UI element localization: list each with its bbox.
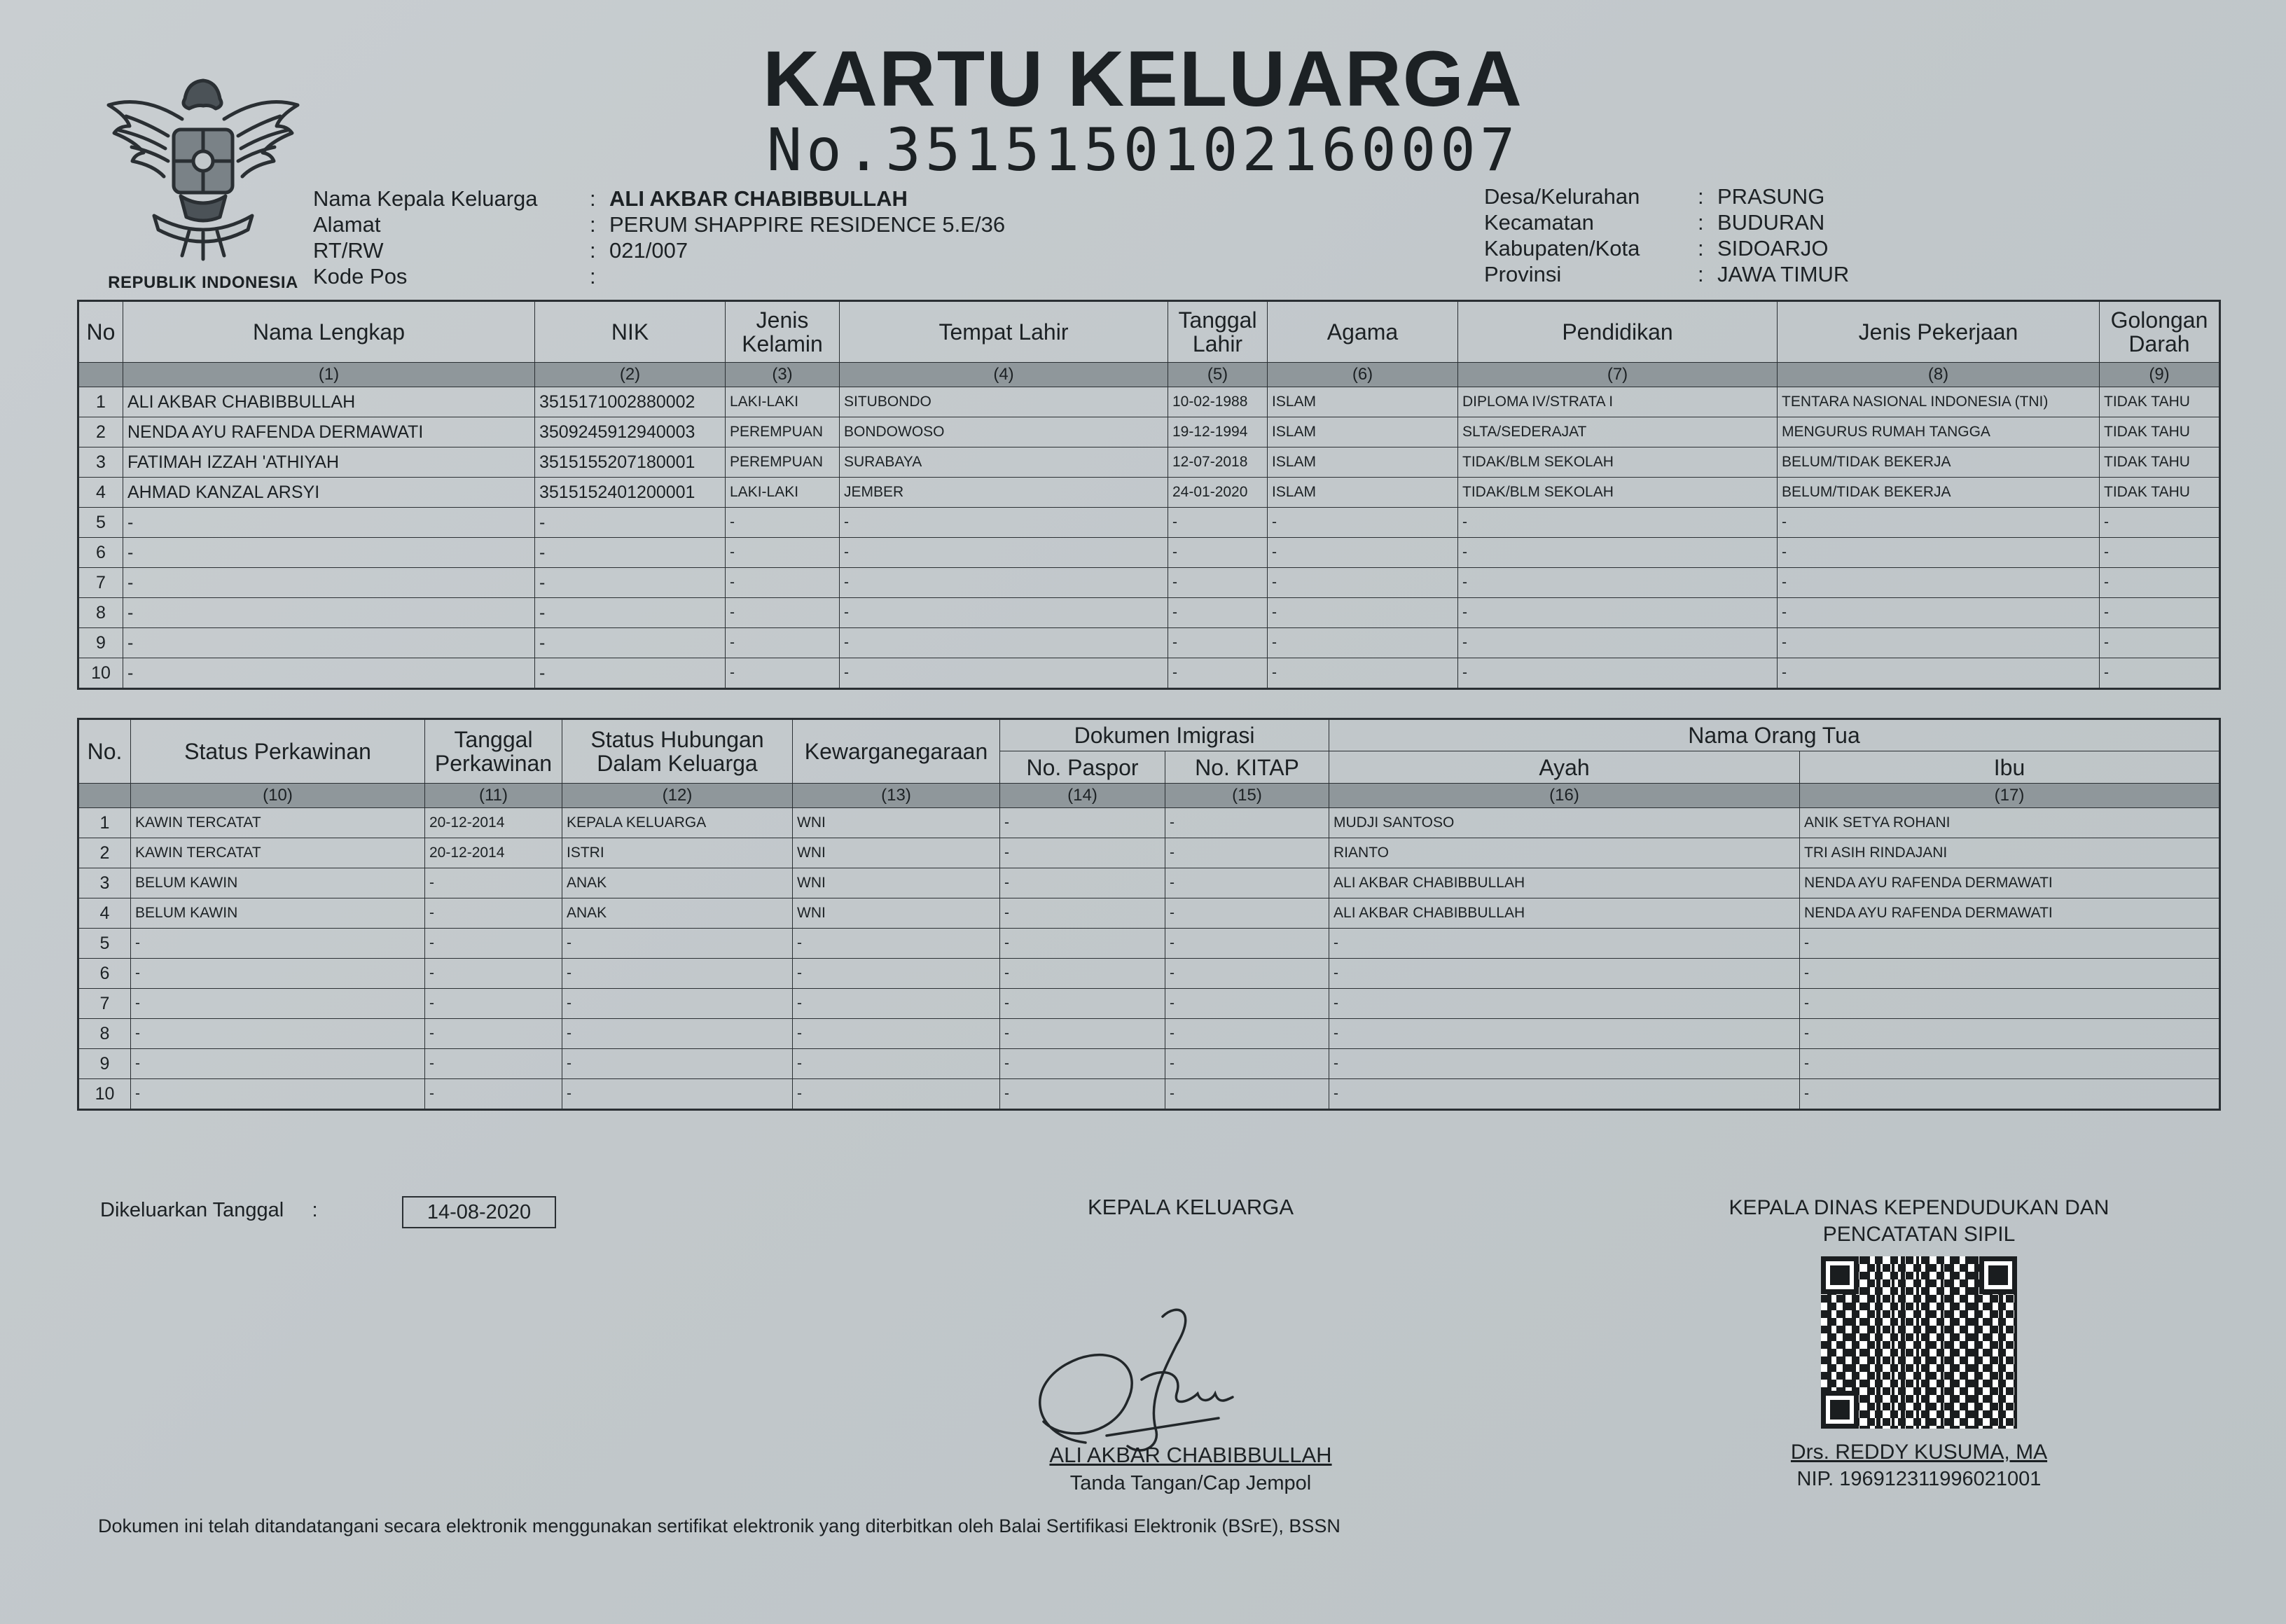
table-cell: - <box>562 959 793 989</box>
table-cell: MUDJI SANTOSO <box>1329 808 1800 838</box>
header-kewarganegaraan: Kewarganegaraan <box>793 719 1000 784</box>
table-cell: NENDA AYU RAFENDA DERMAWATI <box>1800 868 2220 898</box>
table-cell: TIDAK TAHU <box>2100 417 2220 447</box>
table-row <box>78 538 2220 568</box>
qr-code-icon <box>1821 1256 2017 1429</box>
table-cell: RIANTO <box>1329 838 1800 868</box>
header-field-kodepos: Kode Pos : <box>313 264 596 289</box>
table-cell: - <box>562 1079 793 1110</box>
table-cell: - <box>1458 628 1778 658</box>
table-cell: ISLAM <box>1268 387 1458 417</box>
table-cell: BONDOWOSO <box>840 417 1168 447</box>
table-cell: - <box>1165 1049 1329 1079</box>
table-cell: - <box>793 989 1000 1019</box>
table-cell: - <box>131 1019 425 1049</box>
table-cell: - <box>1329 1049 1800 1079</box>
table-cell: TIDAK TAHU <box>2100 447 2220 478</box>
kepala-keluarga-name: ALI AKBAR CHABIBBULLAH <box>1049 1443 1332 1467</box>
table-cell: - <box>1458 658 1778 689</box>
table-cell: KAWIN TERCATAT <box>131 808 425 838</box>
table-cell: - <box>1000 989 1165 1019</box>
header-no: No. <box>78 719 131 784</box>
table-cell: - <box>2100 538 2220 568</box>
table-cell: 24-01-2020 <box>1168 478 1268 508</box>
dinas-nip: NIP. 196912311996021001 <box>1796 1468 2042 1490</box>
table-cell: WNI <box>793 808 1000 838</box>
table-cell: - <box>2100 658 2220 689</box>
table-cell: - <box>793 1079 1000 1110</box>
header-field-kabupaten: Kabupaten/Kota : SIDOARJO <box>1484 236 1829 261</box>
header-no-kitap: No. KITAP <box>1165 751 1329 784</box>
table-row <box>78 478 2220 508</box>
table-cell: - <box>425 1079 562 1110</box>
table-cell: - <box>1778 538 2100 568</box>
table-cell: - <box>1000 1049 1165 1079</box>
table-cell: - <box>131 959 425 989</box>
table-cell: ISLAM <box>1268 478 1458 508</box>
header-ibu: Ibu <box>1800 751 2220 784</box>
table-cell: 19-12-1994 <box>1168 417 1268 447</box>
header-tempat-lahir: Tempat Lahir <box>840 301 1168 363</box>
kepala-keluarga-heading: KEPALA KELUARGA <box>1087 1195 1294 1219</box>
table-cell: 3515171002880002 <box>535 387 726 417</box>
table-cell: PEREMPUAN <box>726 417 840 447</box>
table-cell: - <box>425 959 562 989</box>
table-cell: - <box>123 658 535 689</box>
document-number: No.3515150102160007 <box>766 116 1520 184</box>
table-cell: - <box>1000 898 1165 929</box>
table-cell: 8 <box>78 1019 131 1049</box>
table-cell: 8 <box>78 598 123 628</box>
table-cell: - <box>1800 1079 2220 1110</box>
table-cell: - <box>1000 1019 1165 1049</box>
table-cell: MENGURUS RUMAH TANGGA <box>1778 417 2100 447</box>
table-cell: - <box>1168 568 1268 598</box>
table-cell: - <box>1778 568 2100 598</box>
table-row <box>78 1019 2220 1049</box>
table-cell: SURABAYA <box>840 447 1168 478</box>
table-row <box>78 838 2220 868</box>
table-cell: - <box>1168 508 1268 538</box>
table-cell: LAKI-LAKI <box>726 387 840 417</box>
table-cell: - <box>1165 1019 1329 1049</box>
table-row <box>78 568 2220 598</box>
footer-note: Dokumen ini telah ditandatangani secara elektronik menggunakan sertifikat elektronik yang diterbitkan oleh Balai Sertifikasi Elektronik (BSrE), BSSN <box>98 1515 1341 1536</box>
header-jenis-pekerjaan: Jenis Pekerjaan <box>1778 301 2100 363</box>
table-cell: - <box>131 1079 425 1110</box>
table-cell: - <box>726 658 840 689</box>
table-cell: - <box>1778 658 2100 689</box>
table-cell: 7 <box>78 568 123 598</box>
table-cell: 4 <box>78 898 131 929</box>
table-cell: - <box>425 868 562 898</box>
table-cell: - <box>1800 989 2220 1019</box>
table-row <box>78 447 2220 478</box>
table-cell: TIDAK/BLM SEKOLAH <box>1458 478 1778 508</box>
table-cell: ANAK <box>562 898 793 929</box>
table-row <box>78 868 2220 898</box>
table-cell: - <box>1268 538 1458 568</box>
table-cell: TRI ASIH RINDAJANI <box>1800 838 2220 868</box>
table-cell: - <box>1165 989 1329 1019</box>
table-cell: 20-12-2014 <box>425 808 562 838</box>
table-cell: - <box>1329 1019 1800 1049</box>
table-cell: - <box>1800 959 2220 989</box>
header-dokumen-imigrasi: Dokumen Imigrasi <box>1000 719 1329 751</box>
table-cell: - <box>1778 508 2100 538</box>
dinas-heading: KEPALA DINAS KEPENDUDUKAN DAN PENCATATAN SIPIL <box>1729 1196 2110 1246</box>
header-left <box>313 186 1005 289</box>
issued-label: Dikeluarkan Tanggal : <box>100 1199 318 1221</box>
table-cell: - <box>535 538 726 568</box>
table-cell: WNI <box>793 898 1000 929</box>
table-cell: - <box>1458 508 1778 538</box>
header-status-hubungan: Status Hubungan Dalam Keluarga <box>562 719 793 784</box>
table-cell: - <box>1329 989 1800 1019</box>
table-cell: JEMBER <box>840 478 1168 508</box>
table-cell: - <box>131 929 425 959</box>
table-cell: PEREMPUAN <box>726 447 840 478</box>
table-row <box>78 508 2220 538</box>
table-cell: - <box>535 658 726 689</box>
table-cell: - <box>2100 628 2220 658</box>
table-cell: 9 <box>78 628 123 658</box>
table-cell: - <box>123 568 535 598</box>
table-cell: - <box>793 1019 1000 1049</box>
table-cell: - <box>726 538 840 568</box>
header-no-paspor: No. Paspor <box>1000 751 1165 784</box>
table-cell: 3509245912940003 <box>535 417 726 447</box>
table-cell: - <box>1165 929 1329 959</box>
table-cell: - <box>1000 868 1165 898</box>
table-row <box>78 598 2220 628</box>
table-cell: 3515152401200001 <box>535 478 726 508</box>
table-cell: - <box>123 508 535 538</box>
table-cell: 2 <box>78 417 123 447</box>
table-cell: SLTA/SEDERAJAT <box>1458 417 1778 447</box>
table-cell: - <box>425 929 562 959</box>
header-agama: Agama <box>1268 301 1458 363</box>
table-cell: BELUM KAWIN <box>131 868 425 898</box>
table-cell: BELUM/TIDAK BEKERJA <box>1778 447 2100 478</box>
table-cell: - <box>726 598 840 628</box>
header-status-perkawinan: Status Perkawinan <box>131 719 425 784</box>
table-cell: - <box>2100 568 2220 598</box>
table-cell: - <box>1000 929 1165 959</box>
table-cell: TENTARA NASIONAL INDONESIA (TNI) <box>1778 387 2100 417</box>
table-cell: WNI <box>793 868 1000 898</box>
table-cell: - <box>562 1049 793 1079</box>
table-cell: - <box>840 598 1168 628</box>
table-cell: - <box>793 929 1000 959</box>
header-right <box>1484 183 1849 287</box>
header-nama-lengkap: Nama Lengkap <box>123 301 535 363</box>
header-field-alamat: Alamat : PERUM SHAPPIRE RESIDENCE 5.E/36 <box>313 212 1006 237</box>
table-cell: - <box>1165 868 1329 898</box>
table-cell: ISLAM <box>1268 447 1458 478</box>
table-row <box>78 929 2220 959</box>
table-cell: - <box>1268 628 1458 658</box>
table-cell: ALI AKBAR CHABIBBULLAH <box>1329 868 1800 898</box>
header-no: No <box>78 301 123 363</box>
table-cell: 10-02-1988 <box>1168 387 1268 417</box>
table-cell: - <box>425 898 562 929</box>
signature-caption: Tanda Tangan/Cap Jempol <box>1069 1472 1312 1494</box>
table-row <box>78 1079 2220 1110</box>
table-cell: - <box>1165 838 1329 868</box>
header-tanggal-lahir: Tanggal Lahir <box>1168 301 1268 363</box>
table-cell: TIDAK TAHU <box>2100 478 2220 508</box>
header-jenis-kelamin: Jenis Kelamin <box>726 301 840 363</box>
table-cell: - <box>726 508 840 538</box>
table-cell: - <box>1000 959 1165 989</box>
table-cell: - <box>535 508 726 538</box>
table-cell: - <box>1165 898 1329 929</box>
header-field-kepala: Nama Kepala Keluarga : ALI AKBAR CHABIBBULLAH <box>313 186 908 211</box>
table-cell: AHMAD KANZAL ARSYI <box>123 478 535 508</box>
table-cell: 2 <box>78 838 131 868</box>
table-cell: - <box>1165 959 1329 989</box>
table-cell: 1 <box>78 808 131 838</box>
table-cell: NENDA AYU RAFENDA DERMAWATI <box>1800 898 2220 929</box>
table-row <box>78 1049 2220 1079</box>
header-nama-orang-tua: Nama Orang Tua <box>1329 719 2220 751</box>
table-cell: - <box>726 568 840 598</box>
table-cell: TIDAK/BLM SEKOLAH <box>1458 447 1778 478</box>
table-cell: - <box>1458 568 1778 598</box>
table-cell: - <box>840 628 1168 658</box>
table-cell: 4 <box>78 478 123 508</box>
table-cell: 7 <box>78 989 131 1019</box>
header-field-rtrw: RT/RW : 021/007 <box>313 238 688 263</box>
table-cell: DIPLOMA IV/STRATA I <box>1458 387 1778 417</box>
table-cell: - <box>1168 658 1268 689</box>
table-cell: - <box>1329 1079 1800 1110</box>
table-row <box>78 387 2220 417</box>
table-cell: - <box>1000 808 1165 838</box>
table-cell: - <box>793 1049 1000 1079</box>
table-cell: 1 <box>78 387 123 417</box>
table-cell: - <box>131 989 425 1019</box>
table-cell: ALI AKBAR CHABIBBULLAH <box>1329 898 1800 929</box>
table-cell: - <box>562 1019 793 1049</box>
header-field-desa: Desa/Kelurahan : PRASUNG <box>1484 184 1825 209</box>
table-cell: - <box>1268 658 1458 689</box>
table-row <box>78 989 2220 1019</box>
header-pendidikan: Pendidikan <box>1458 301 1778 363</box>
table-cell: - <box>1800 1019 2220 1049</box>
column-number-row: (10) (11) (12) (13) (14) (15) (16) (17) <box>78 784 2220 808</box>
table-cell: - <box>562 989 793 1019</box>
table-cell: 9 <box>78 1049 131 1079</box>
table-cell: - <box>1329 959 1800 989</box>
table-cell: - <box>1800 929 2220 959</box>
table-cell: - <box>1000 1079 1165 1110</box>
table-cell: BELUM KAWIN <box>131 898 425 929</box>
table-row <box>78 808 2220 838</box>
table-cell: 5 <box>78 508 123 538</box>
table-cell: WNI <box>793 838 1000 868</box>
table-cell: 12-07-2018 <box>1168 447 1268 478</box>
table-cell: 3515155207180001 <box>535 447 726 478</box>
table-cell: - <box>535 568 726 598</box>
table-cell: - <box>1778 628 2100 658</box>
table-cell: 20-12-2014 <box>425 838 562 868</box>
table-cell: ANIK SETYA ROHANI <box>1800 808 2220 838</box>
table-cell: - <box>1268 508 1458 538</box>
table-cell: - <box>726 628 840 658</box>
table-cell: - <box>840 508 1168 538</box>
table-cell: NENDA AYU RAFENDA DERMAWATI <box>123 417 535 447</box>
table-cell: KAWIN TERCATAT <box>131 838 425 868</box>
table-cell: - <box>123 538 535 568</box>
table-cell: KEPALA KELUARGA <box>562 808 793 838</box>
table-cell: - <box>1268 568 1458 598</box>
header-field-kecamatan: Kecamatan : BUDURAN <box>1484 210 1825 235</box>
table-cell: - <box>1000 838 1165 868</box>
table-cell: - <box>2100 598 2220 628</box>
table-cell: - <box>1458 538 1778 568</box>
table-row <box>78 959 2220 989</box>
table-cell: SITUBONDO <box>840 387 1168 417</box>
header-nik: NIK <box>535 301 726 363</box>
table-cell: - <box>425 1019 562 1049</box>
table-row <box>78 417 2220 447</box>
table-cell: TIDAK TAHU <box>2100 387 2220 417</box>
table-cell: - <box>1329 929 1800 959</box>
issued-date: 14-08-2020 <box>402 1196 556 1228</box>
table-cell: - <box>562 929 793 959</box>
header-golongan-darah: Golongan Darah <box>2100 301 2220 363</box>
table-cell: - <box>1165 1079 1329 1110</box>
table-cell: - <box>123 628 535 658</box>
table-cell: - <box>123 598 535 628</box>
table-cell: 10 <box>78 658 123 689</box>
header-tanggal-perkawinan: Tanggal Perkawinan <box>425 719 562 784</box>
marital-family-table <box>77 718 2221 1111</box>
table-cell: - <box>425 989 562 1019</box>
table-cell: ALI AKBAR CHABIBBULLAH <box>123 387 535 417</box>
table-row <box>78 658 2220 689</box>
table-cell: - <box>535 628 726 658</box>
column-number-row: (1) (2) (3) (4) (5) (6) (7) (8) (9) <box>78 363 2220 387</box>
table-cell: - <box>1165 808 1329 838</box>
dinas-official-name: Drs. REDDY KUSUMA, MA <box>1790 1441 2048 1464</box>
table-cell: 10 <box>78 1079 131 1110</box>
table-cell: - <box>1168 598 1268 628</box>
table-cell: - <box>425 1049 562 1079</box>
table-cell: FATIMAH IZZAH 'ATHIYAH <box>123 447 535 478</box>
table-cell: - <box>840 658 1168 689</box>
table-cell: - <box>840 538 1168 568</box>
page-title: KARTU KELUARGA <box>763 35 1523 123</box>
table-cell: - <box>1268 598 1458 628</box>
table-cell: 3 <box>78 447 123 478</box>
family-members-table <box>77 300 2221 690</box>
table-cell: BELUM/TIDAK BEKERJA <box>1778 478 2100 508</box>
table-row <box>78 628 2220 658</box>
table-cell: ISTRI <box>562 838 793 868</box>
table-cell: - <box>1778 598 2100 628</box>
table-cell: - <box>1458 598 1778 628</box>
table-cell: - <box>1168 628 1268 658</box>
table-cell: 5 <box>78 929 131 959</box>
table-cell: - <box>793 959 1000 989</box>
table-cell: ANAK <box>562 868 793 898</box>
table-cell: ISLAM <box>1268 417 1458 447</box>
table-cell: 3 <box>78 868 131 898</box>
table-cell: - <box>535 598 726 628</box>
header-ayah: Ayah <box>1329 751 1800 784</box>
table-cell: - <box>1168 538 1268 568</box>
header-field-provinsi: Provinsi : JAWA TIMUR <box>1484 262 1850 286</box>
table-cell: - <box>840 568 1168 598</box>
table-cell: - <box>2100 508 2220 538</box>
table-cell: - <box>131 1049 425 1079</box>
table-cell: - <box>1800 1049 2220 1079</box>
table-cell: LAKI-LAKI <box>726 478 840 508</box>
emblem-caption: REPUBLIK INDONESIA <box>108 273 298 292</box>
table-cell: 6 <box>78 538 123 568</box>
table-row <box>78 898 2220 929</box>
table-cell: 6 <box>78 959 131 989</box>
